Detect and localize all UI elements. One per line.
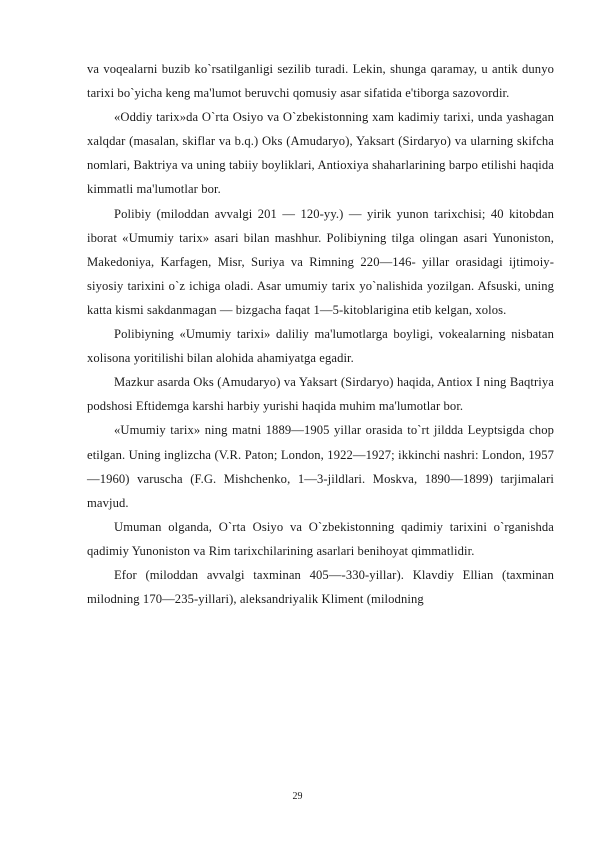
paragraph-polibiy-intro: Polibiy (miloddan avvalgi 201 — 120-yy.) — yirik yunon tarixchisi; 40 kitobdan iborat «Umumiy tarix» asari bilan mashhur. Polibiyning tilga olingan asari Yunoniston, Makedoniya, Karfagen, Misr, Suriya va Rimning 220—146- yillar orasidagi ijtimoiy-siyosiy tarixini o`z ichiga oladi. Asar umumiy tarix yo`nalishida yozilgan. Afsuski, uning katta kismi sakdanmagan — bizgacha faqat 1—5-kitoblarigina etib kelgan, xolos. [87,206,554,317]
paragraph-summary: Umuman olganda, O`rta Osiyo va O`zbekistonning qadimiy tarixini o`rganishda qadimiy Yunoniston va Rim tarixchilarining asarlari benihoyat qimmatlidir. [87,519,554,558]
document-page [87,57,554,611]
paragraph-editions: «Umumiy tarix» ning matni 1889—1905 yillar orasida to`rt jildda Leyptsigda chop etilgan. Uning inglizcha (V.R. Paton; London, 1922—1927; ikkinchi nashri: London, 1957—1960) varuscha (F.G. Mishchenko, 1—3-jildlari. Moskva, 1890—1899) tarjimalari mavjud. [87,423,554,510]
paragraph-herodotus-continuation: va voqealarni buzib ko`rsatilganligi sezilib turadi. Lekin, shunga qaramay, u antik dunyo tarixi bo`yicha keng ma'lumot beruvchi qomusiy asar sifatida e'tiborga sazovordir. [87,62,554,101]
paragraph-efor: Efor (miloddan avvalgi taxminan 405—-330-yillar). Klavdiy Ellian (taxminan milodning 170—235-yillari), aleksandriyalik Kliment (milodning [87,567,554,607]
paragraph-polibiy-value: Polibiyning «Umumiy tarixi» daliliy ma'lumotlarga boyligi, vokealarning nisbatan xolisona yoritilishi bilan alohida ahamiyatga egadir. [87,327,554,366]
paragraph-oks-yaksart: Mazkur asarda Oks (Amudaryo) va Yaksart (Sirdaryo) haqida, Antiox I ning Baqtriya podshosi Eftidemga karshi harbiy yurishi haqida muhim ma'lumotlar bor. [87,375,554,414]
page-number: 29 [292,791,303,802]
paragraph-oddiy-tarix: «Oddiy tarix»da O`rta Osiyo va O`zbekistonning xam kadimiy tarixi, unda yashagan xalqdar (masalan, skiflar va b.q.) Oks (Amudaryo), Yaksart (Sirdaryo) va ularning skifcha nomlari, Baktriya va uning tabiiy boyliklari, Antioxiya shaharlarining barpo etilishi haqida kimmatli ma'lumotlar bor. [87,110,554,197]
